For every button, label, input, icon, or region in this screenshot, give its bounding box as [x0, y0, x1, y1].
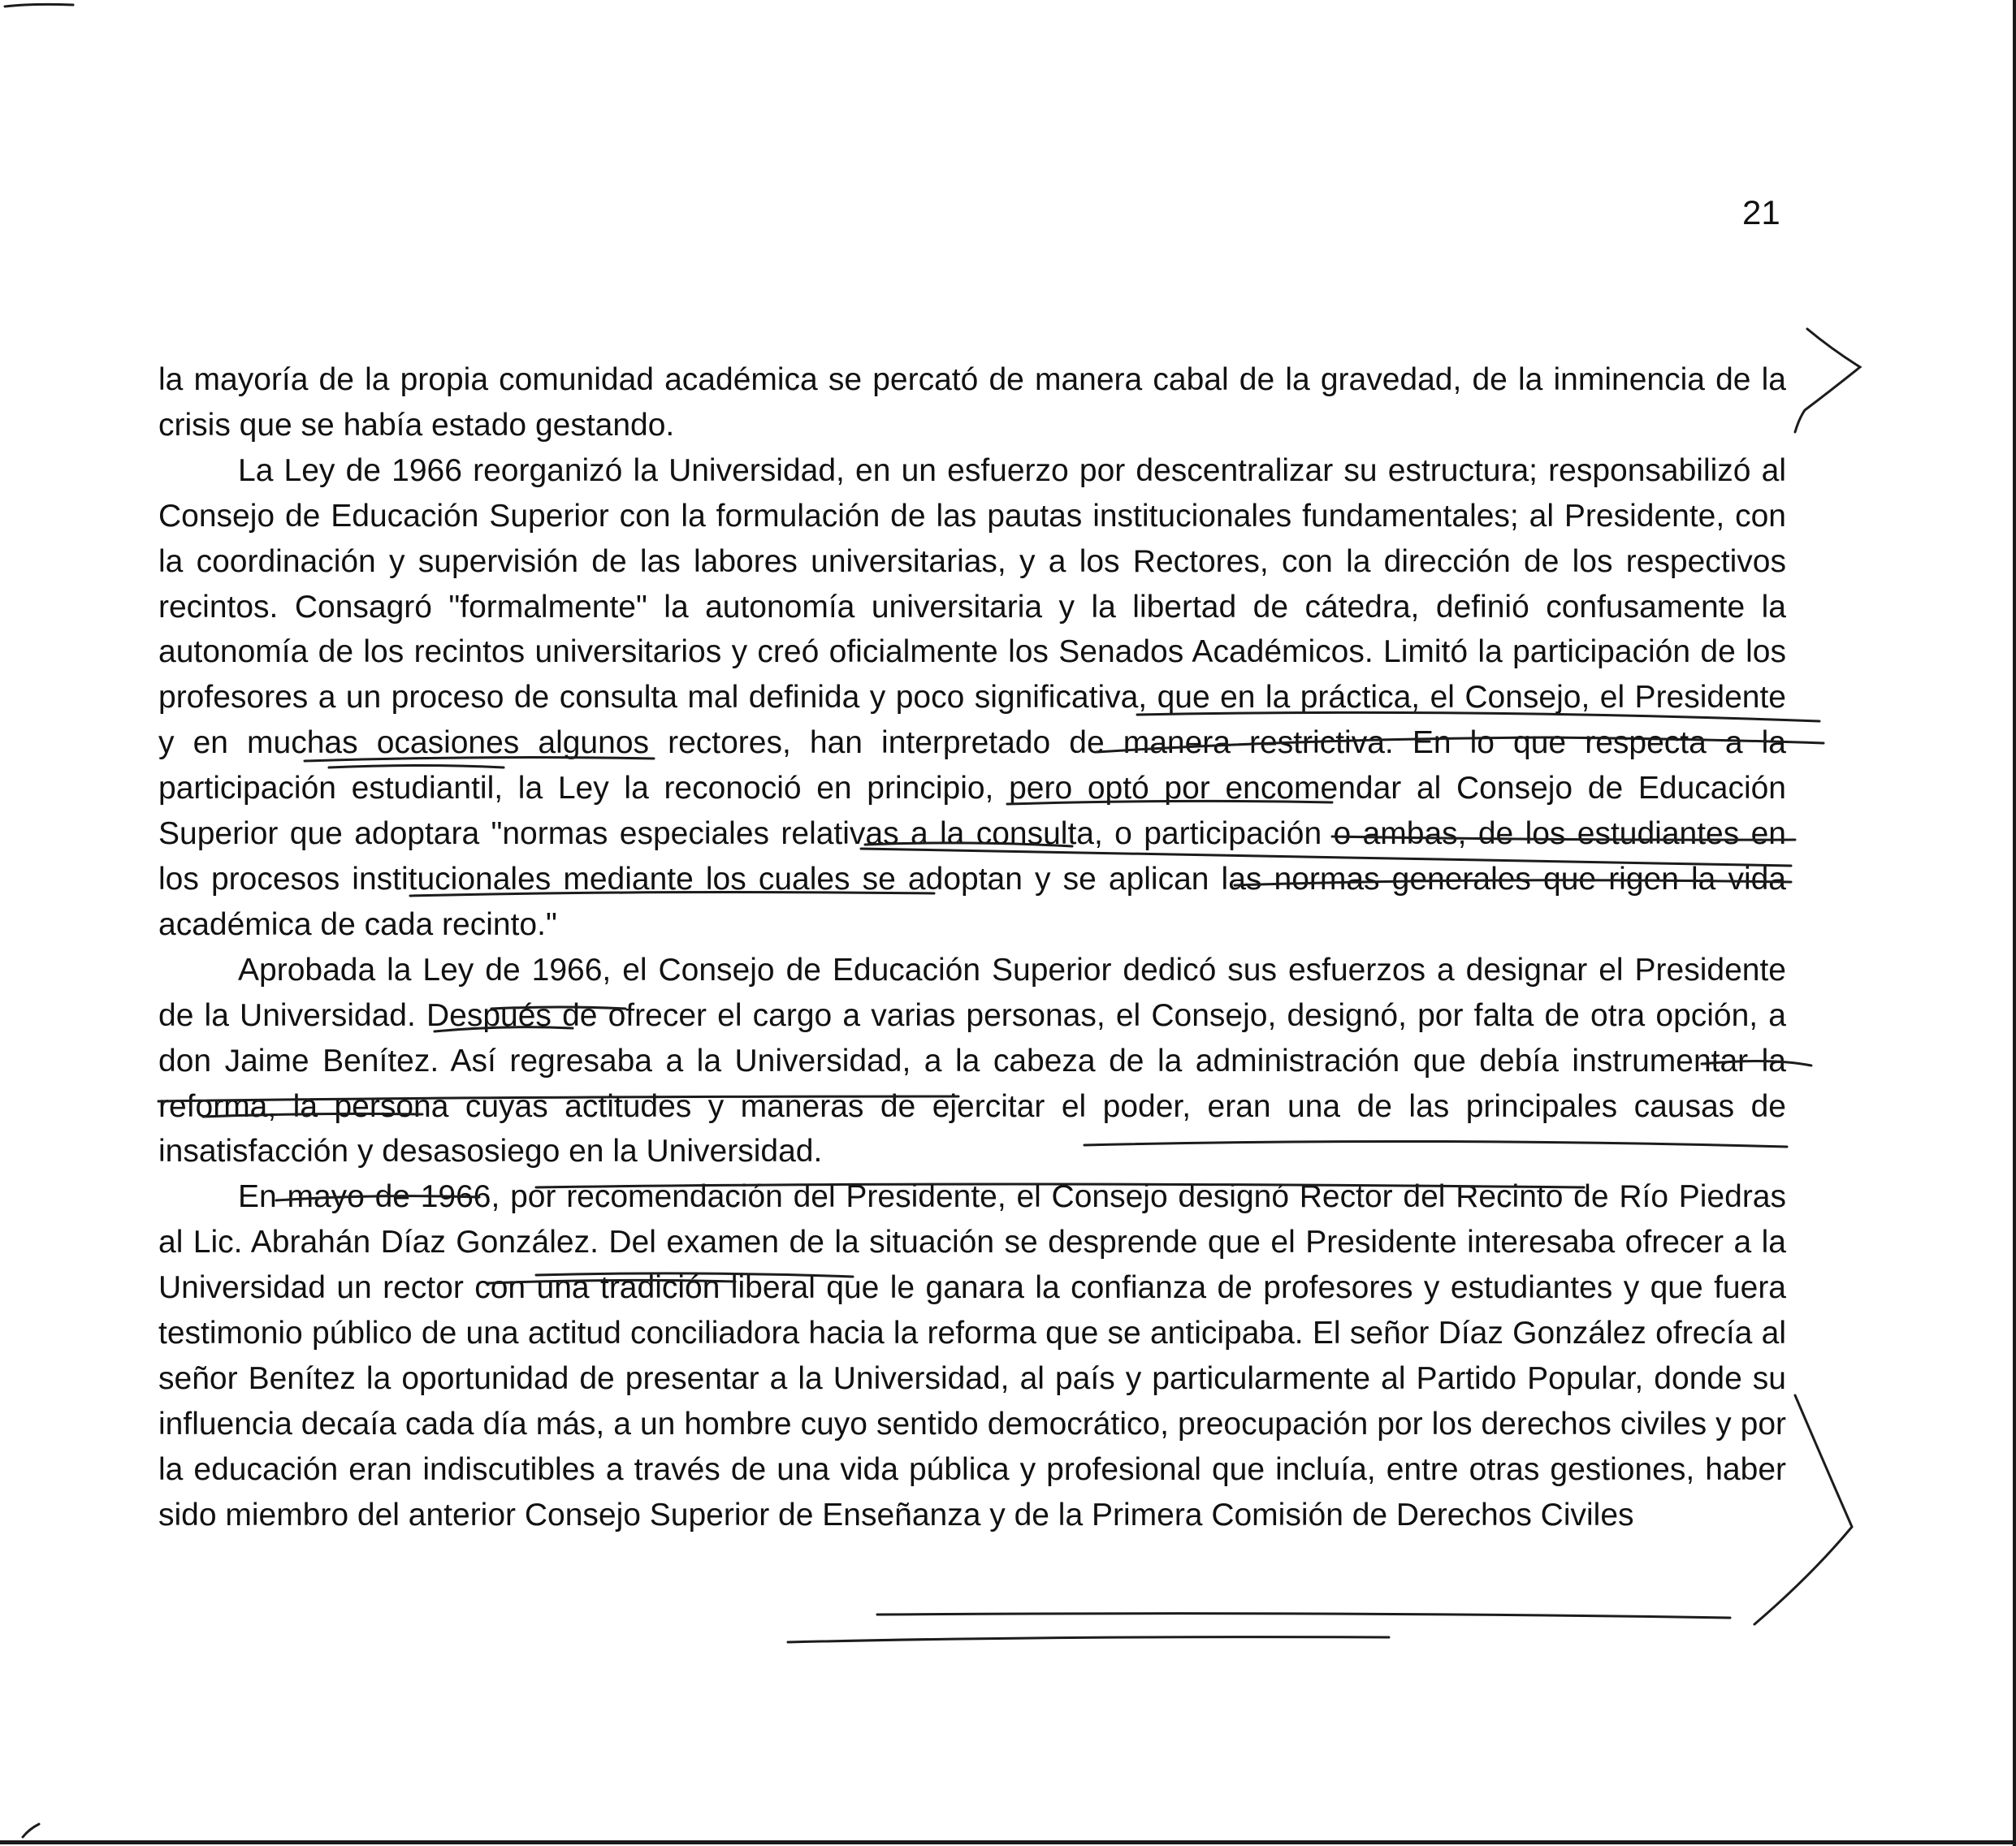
- paragraph-2: La Ley de 1966 reorganizó la Universidad, en un esfuerzo por descentralizar su estructura; responsabilizó al Consejo de Educación Superior con la formulación de las pautas institucionales fundamentales; al Presidente, con la coordinación y supervisión de las labores universitarias, y a los Rectores, con la dirección de los respectivos recintos. Consagró "formalmente" la autonomía universitaria y la libertad de cátedra, definió confusamente la autonomía de los recintos universitarios y creó oficialmente los Senados Académicos. Limitó la participación de los profesores a un proceso de consulta mal definida y poco significativa, que en la práctica, el Consejo, el Presidente y en muchas ocasiones algunos rectores, han interpretado de manera restrictiva. En lo que respecta a la participación estudiantil, la Ley la reconoció en principio, pero optó por encomendar al Consejo de Educación Superior que adoptara "normas especiales relativas a la consulta, o participación o ambas, de los estudiantes en los procesos institucionales mediante los cuales se adoptan y se aplican las normas generales que rigen la vida académica de cada recinto.": [158, 452, 1786, 942]
- underline-long-bottom-1: [877, 1614, 1730, 1618]
- paragraph-4: En mayo de 1966, por recomendación del Presidente, el Consejo designó Rector del Recinto de Río Piedras al Lic. Abrahán Díaz González. Del examen de la situación se desprende que el Presidente interesaba ofrecer a la Universidad un rector con una tradición liberal que le ganara la confianza de profesores y estudiantes y que fuera testimonio público de una actitud conciliadora hacia la reforma que se anticipaba. El señor Díaz González ofrecía al señor Benítez la oportunidad de presentar a la Universidad, al país y particularmente al Partido Popular, donde su influencia decaía cada día más, a un hombre cuyo sentido democrático, preocupación por los derechos civiles y por la educación eran indiscutibles a través de una vida pública y profesional que incluía, entre otras gestiones, haber sido miembro del anterior Consejo Superior de Enseñanza y de la Primera Comisión de Derechos Civiles: [158, 1179, 1786, 1533]
- paragraph-3: Aprobada la Ley de 1966, el Consejo de Educación Superior dedicó sus esfuerzos a designar el Presidente de la Universidad. Después de ofrecer el cargo a varias personas, el Consejo, designó, por falta de otra opción, a don Jaime Benítez. Así regresaba a la Universidad, a la cabeza de la administración que debía instrumentar la reforma, la persona cuyas actitudes y maneras de ejercitar el poder, eran una de las principales causas de insatisfacción y desasosiego en la Universidad.: [158, 952, 1786, 1169]
- page-number: 21: [1742, 193, 1780, 231]
- underline-long-bottom-2: [788, 1637, 1389, 1642]
- corner-mark-top-left: [5, 4, 73, 6]
- body-text: [158, 357, 1786, 1538]
- margin-bracket-top: [1795, 329, 1860, 432]
- page-border-right: [2013, 0, 2016, 1846]
- page-border-bottom: [0, 1840, 2016, 1844]
- corner-mark-bottom-left: [23, 1824, 39, 1837]
- paragraph-1: la mayoría de la propia comunidad académica se percató de manera cabal de la gravedad, de la inminencia de la crisis que se había estado gestando.: [158, 362, 1786, 443]
